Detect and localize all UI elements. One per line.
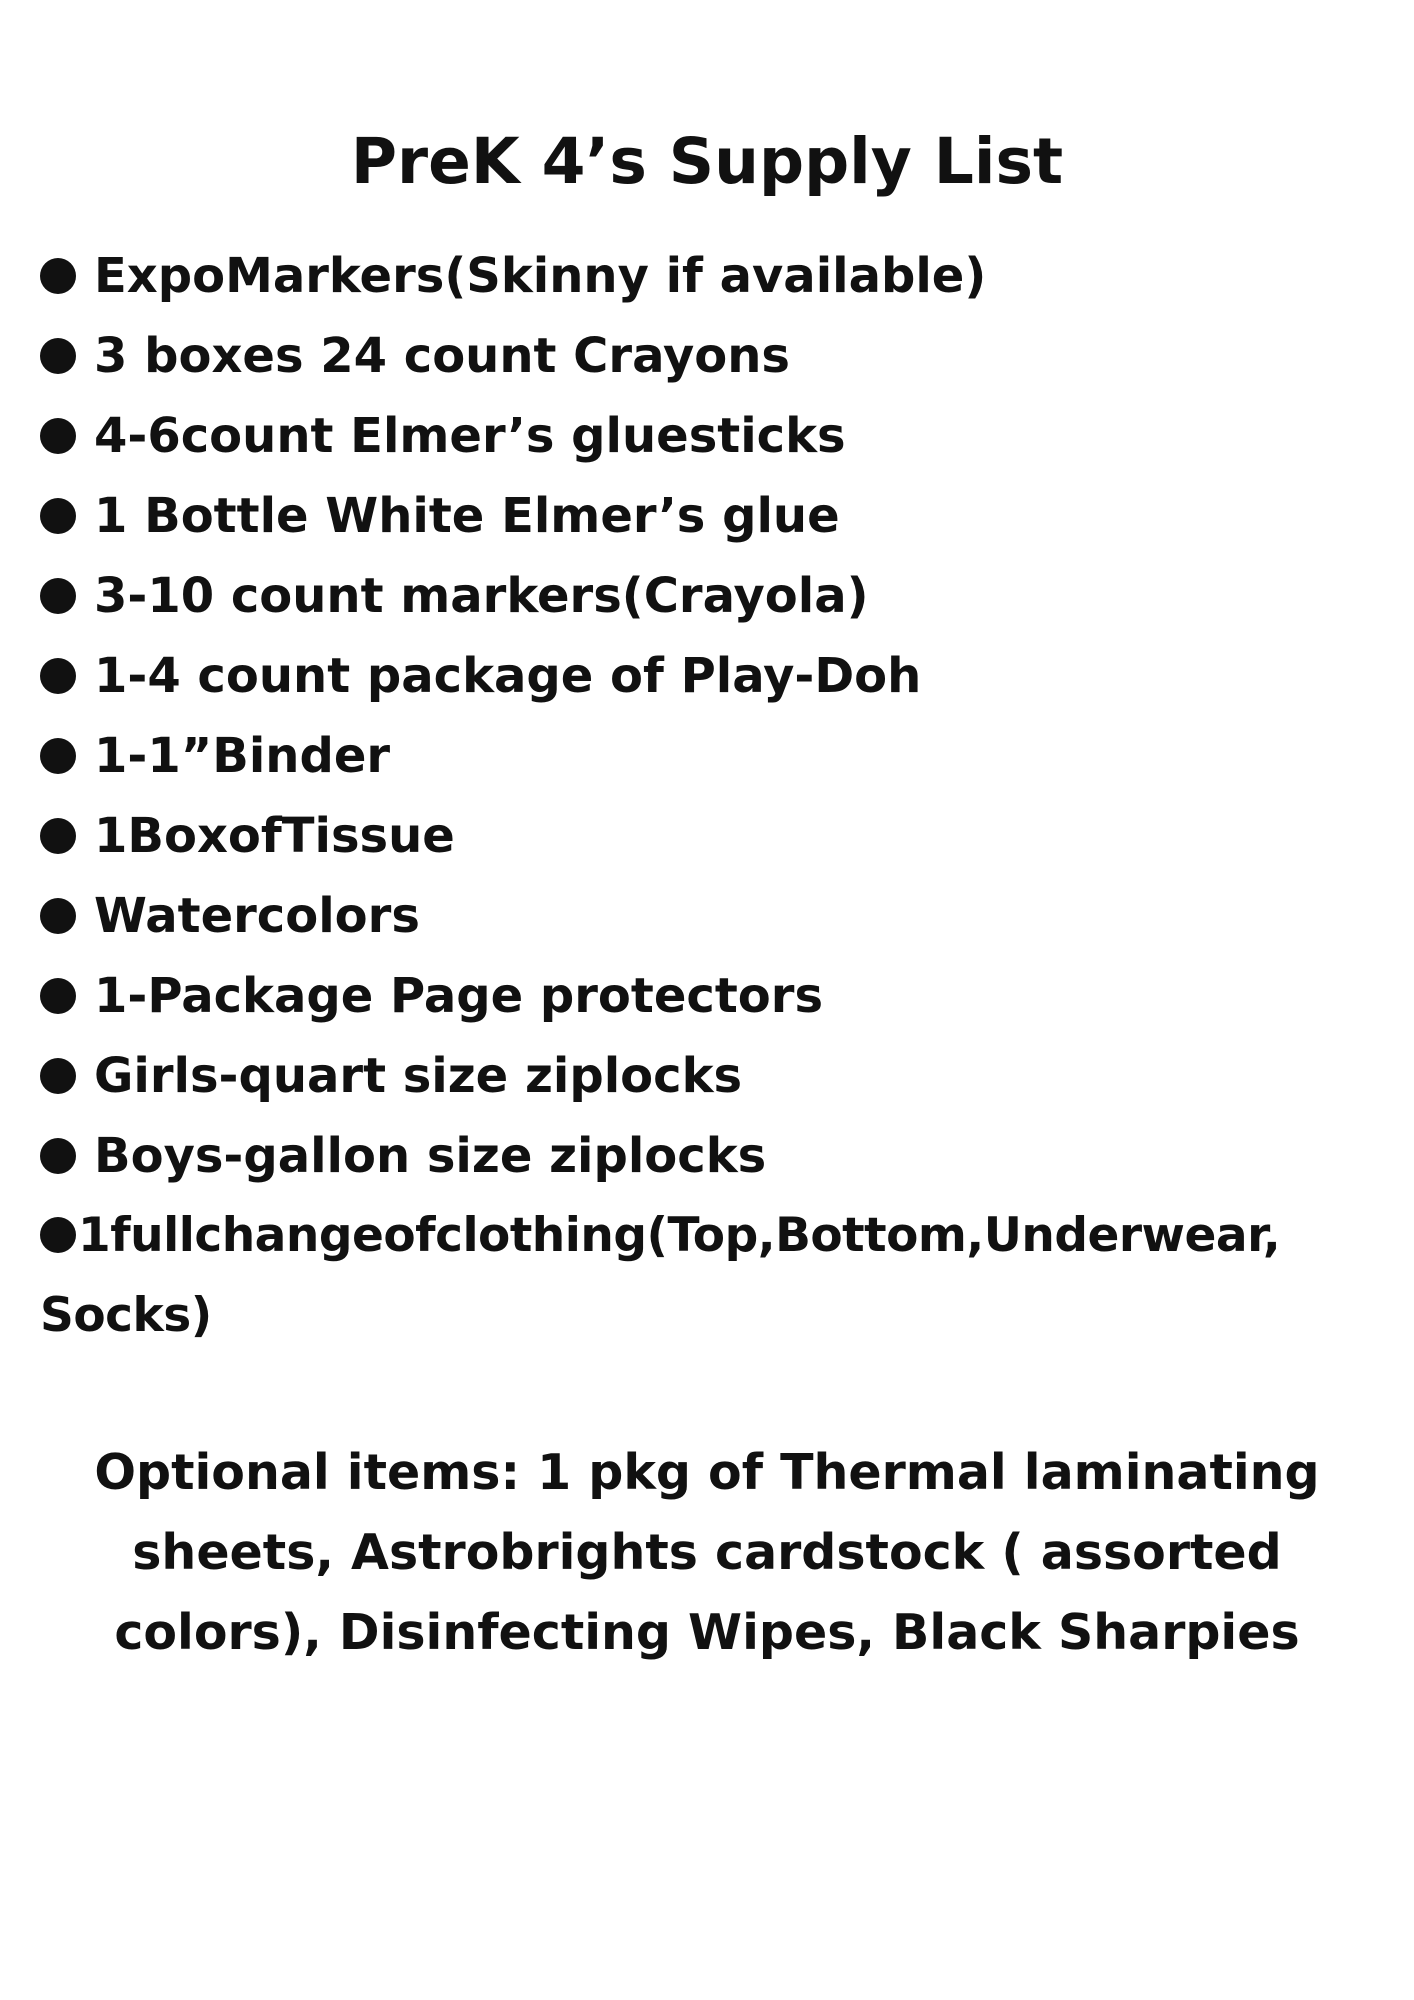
bullet-icon xyxy=(40,578,76,614)
list-item-text: Girls-quart size ziplocks xyxy=(94,1048,743,1104)
bullet-icon xyxy=(40,978,76,1014)
bullet-icon xyxy=(40,818,76,854)
list-item xyxy=(40,796,1400,876)
optional-items-note: Optional items: 1 pkg of Thermal laminating sheets, Astrobrights cardstock ( assorted colors), Disinfecting Wipes, Black Sharpies xyxy=(94,1444,1320,1661)
list-item-text: 4-6count Elmer’s gluesticks xyxy=(94,408,846,464)
list-item xyxy=(40,236,1400,316)
list-item-text: 1-1”Binder xyxy=(94,728,391,784)
bullet-icon xyxy=(40,1138,76,1174)
list-item xyxy=(40,316,1400,396)
list-item-text: 1-Package Page protectors xyxy=(94,968,824,1024)
list-item-text: ExpoMarkers(Skinny if available) xyxy=(94,248,987,304)
bullet-icon xyxy=(40,418,76,454)
list-item-text: 1 Bottle White Elmer’s glue xyxy=(94,488,840,544)
bullet-icon xyxy=(40,498,76,534)
list-item xyxy=(40,556,1400,636)
bullet-icon xyxy=(40,658,76,694)
list-item-text: 1BoxofTissue xyxy=(94,808,455,864)
list-item-text: Boys-gallon size ziplocks xyxy=(94,1128,767,1184)
supply-list xyxy=(40,236,1400,1356)
bullet-icon xyxy=(40,258,76,294)
list-item xyxy=(40,1116,1400,1196)
list-item-text: Watercolors xyxy=(94,888,420,944)
list-item xyxy=(40,636,1400,716)
bullet-icon xyxy=(40,898,76,934)
list-item-text: 1fullchangeofclothing(Top,Bottom,Underwear, Socks) xyxy=(40,1208,1281,1343)
list-item xyxy=(40,1196,1400,1356)
bullet-icon xyxy=(40,738,76,774)
bullet-icon xyxy=(40,338,76,374)
list-item-text: 1-4 count package of Play-Doh xyxy=(94,648,922,704)
bullet-icon xyxy=(40,1058,76,1094)
list-item-text: 3-10 count markers(Crayola) xyxy=(94,568,869,624)
page-title: PreK 4’s Supply List xyxy=(350,125,1064,199)
list-item xyxy=(40,396,1400,476)
list-item xyxy=(40,956,1400,1036)
list-item-text: 3 boxes 24 count Crayons xyxy=(94,328,790,384)
list-item xyxy=(40,876,1400,956)
bullet-icon xyxy=(40,1217,76,1253)
list-item xyxy=(40,476,1400,556)
list-item xyxy=(40,716,1400,796)
list-item xyxy=(40,1036,1400,1116)
